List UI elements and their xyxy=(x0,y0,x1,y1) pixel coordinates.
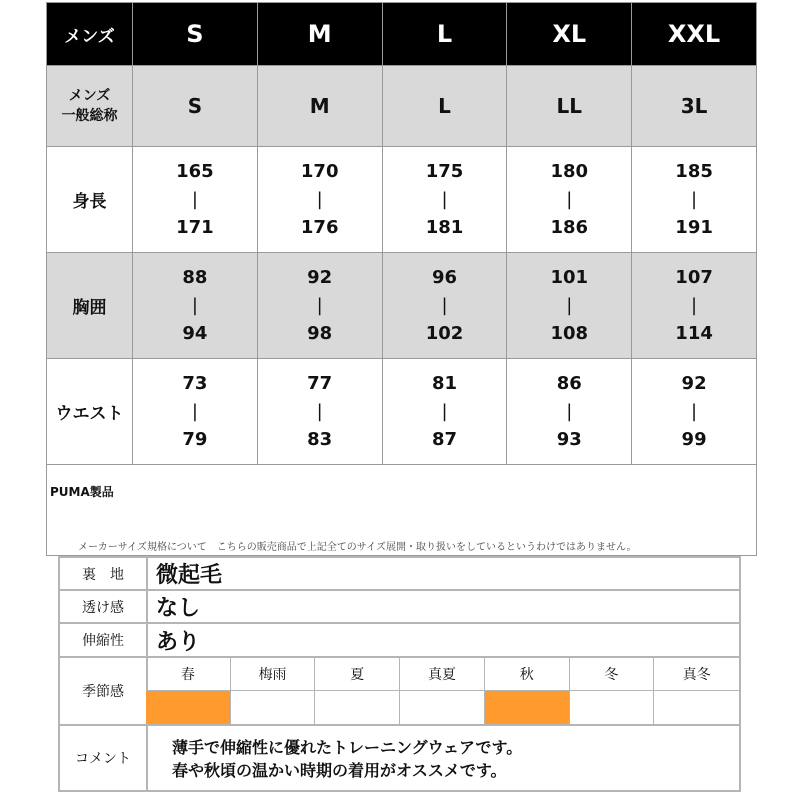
comment-text xyxy=(172,736,522,782)
general-size-cell: S xyxy=(133,66,258,147)
season-name: 真夏 xyxy=(400,658,485,691)
measurement-cell xyxy=(257,253,382,359)
height-row xyxy=(47,147,757,253)
measurement-cell xyxy=(382,253,507,359)
comment-line: 薄手で伸縮性に優れたトレーニングウェアです。 xyxy=(172,738,523,757)
range-max: 186 xyxy=(550,216,589,238)
size-header-row xyxy=(47,3,757,66)
general-size-cell: LL xyxy=(507,66,632,147)
range-max: 98 xyxy=(307,322,333,344)
measurement-cell xyxy=(632,147,757,253)
season-name: 真冬 xyxy=(654,658,739,691)
measurement-cell xyxy=(257,147,382,253)
size-chart-table xyxy=(46,2,757,556)
season-row xyxy=(60,658,739,726)
sheerness-label: 透け感 xyxy=(60,591,148,622)
range-min: 73 xyxy=(182,372,208,394)
range-max: 94 xyxy=(182,322,208,344)
range-separator: | xyxy=(441,294,448,316)
range-separator: | xyxy=(691,400,698,422)
brand-note: PUMA製品 xyxy=(47,465,757,556)
season-name: 秋 xyxy=(485,658,570,691)
range-separator: | xyxy=(441,188,448,210)
size-header-cell: S xyxy=(133,3,258,66)
season-indicator xyxy=(315,691,400,724)
product-properties-panel xyxy=(58,556,741,792)
range-max: 171 xyxy=(176,216,214,238)
stretch-label: 伸縮性 xyxy=(60,624,148,656)
season-indicator-active xyxy=(146,691,231,724)
sheerness-value: なし xyxy=(156,596,201,621)
range-max: 102 xyxy=(425,322,464,344)
measurement-cell xyxy=(133,147,258,253)
measurement-label: ウエスト xyxy=(47,359,133,465)
measurement-cell xyxy=(507,253,632,359)
size-header-cell: XL xyxy=(507,3,632,66)
size-header-cell: M xyxy=(257,3,382,66)
season-name: 夏 xyxy=(315,658,400,691)
range-max: 79 xyxy=(182,428,208,450)
range-separator: | xyxy=(191,294,198,316)
comment-line: 春や秋頃の温かい時期の着用がオススメです。 xyxy=(172,761,507,780)
range-max: 114 xyxy=(675,322,713,344)
range-separator: | xyxy=(316,188,323,210)
measurement-label: 身長 xyxy=(47,147,133,253)
general-size-label: メンズ 一般総称 xyxy=(47,66,133,147)
range-separator: | xyxy=(191,400,198,422)
mens-header-label: メンズ xyxy=(47,3,133,66)
comment-row xyxy=(60,726,739,790)
range-max: 108 xyxy=(550,322,589,344)
measurement-cell xyxy=(632,253,757,359)
range-separator: | xyxy=(691,294,698,316)
lining-label: 裏 地 xyxy=(60,558,148,589)
range-min: 77 xyxy=(307,372,333,394)
range-max: 83 xyxy=(307,428,333,450)
range-min: 101 xyxy=(550,266,589,288)
measurement-cell xyxy=(257,359,382,465)
range-separator: | xyxy=(691,188,698,210)
range-min: 92 xyxy=(307,266,333,288)
range-max: 176 xyxy=(300,216,339,238)
season-indicator-active xyxy=(485,691,570,724)
range-min: 92 xyxy=(681,372,707,394)
range-max: 99 xyxy=(681,428,707,450)
range-max: 181 xyxy=(425,216,464,238)
range-separator: | xyxy=(566,400,573,422)
season-name: 梅雨 xyxy=(231,658,316,691)
range-min: 88 xyxy=(182,266,208,288)
measurement-cell xyxy=(133,253,258,359)
lining-row xyxy=(60,558,739,591)
size-header-cell: L xyxy=(382,3,507,66)
season-label: 季節感 xyxy=(60,658,148,724)
range-min: 175 xyxy=(425,160,464,182)
range-separator: | xyxy=(566,294,573,316)
season-grid xyxy=(146,658,739,724)
maker-size-note: メーカーサイズ規格について こちらの販売商品で上記全てのサイズ展開・取り扱いをしているというわけではありません。 xyxy=(78,542,637,553)
measurement-cell xyxy=(382,147,507,253)
range-min: 81 xyxy=(431,372,458,394)
range-separator: | xyxy=(566,188,573,210)
measurement-cell xyxy=(632,359,757,465)
range-separator: | xyxy=(191,188,198,210)
chest-row xyxy=(47,253,757,359)
range-min: 96 xyxy=(431,266,458,288)
season-indicator xyxy=(231,691,316,724)
size-header-cell: XXL xyxy=(632,3,757,66)
stretch-row xyxy=(60,624,739,658)
range-min: 185 xyxy=(675,160,713,182)
measurement-cell xyxy=(507,359,632,465)
season-indicator xyxy=(570,691,655,724)
general-size-cell: 3L xyxy=(632,66,757,147)
waist-row xyxy=(47,359,757,465)
range-min: 107 xyxy=(675,266,713,288)
range-max: 87 xyxy=(431,428,458,450)
sheerness-row xyxy=(60,591,739,624)
measurement-cell xyxy=(382,359,507,465)
range-max: 93 xyxy=(556,428,582,450)
general-size-cell: M xyxy=(257,66,382,147)
season-indicator xyxy=(654,691,739,724)
range-min: 86 xyxy=(556,372,582,394)
range-separator: | xyxy=(316,400,323,422)
general-size-row xyxy=(47,66,757,147)
season-indicator xyxy=(400,691,485,724)
stretch-value: あり xyxy=(156,629,201,655)
measurement-cell xyxy=(507,147,632,253)
range-max: 191 xyxy=(675,216,713,238)
range-separator: | xyxy=(316,294,323,316)
season-name: 春 xyxy=(146,658,231,691)
range-min: 165 xyxy=(176,160,214,182)
range-separator: | xyxy=(441,400,448,422)
season-name: 冬 xyxy=(570,658,655,691)
comment-label: コメント xyxy=(60,726,148,790)
measurement-cell xyxy=(133,359,258,465)
range-min: 180 xyxy=(550,160,589,182)
measurement-label: 胸囲 xyxy=(47,253,133,359)
lining-value: 微起毛 xyxy=(156,563,223,588)
general-size-cell: L xyxy=(382,66,507,147)
range-min: 170 xyxy=(300,160,339,182)
